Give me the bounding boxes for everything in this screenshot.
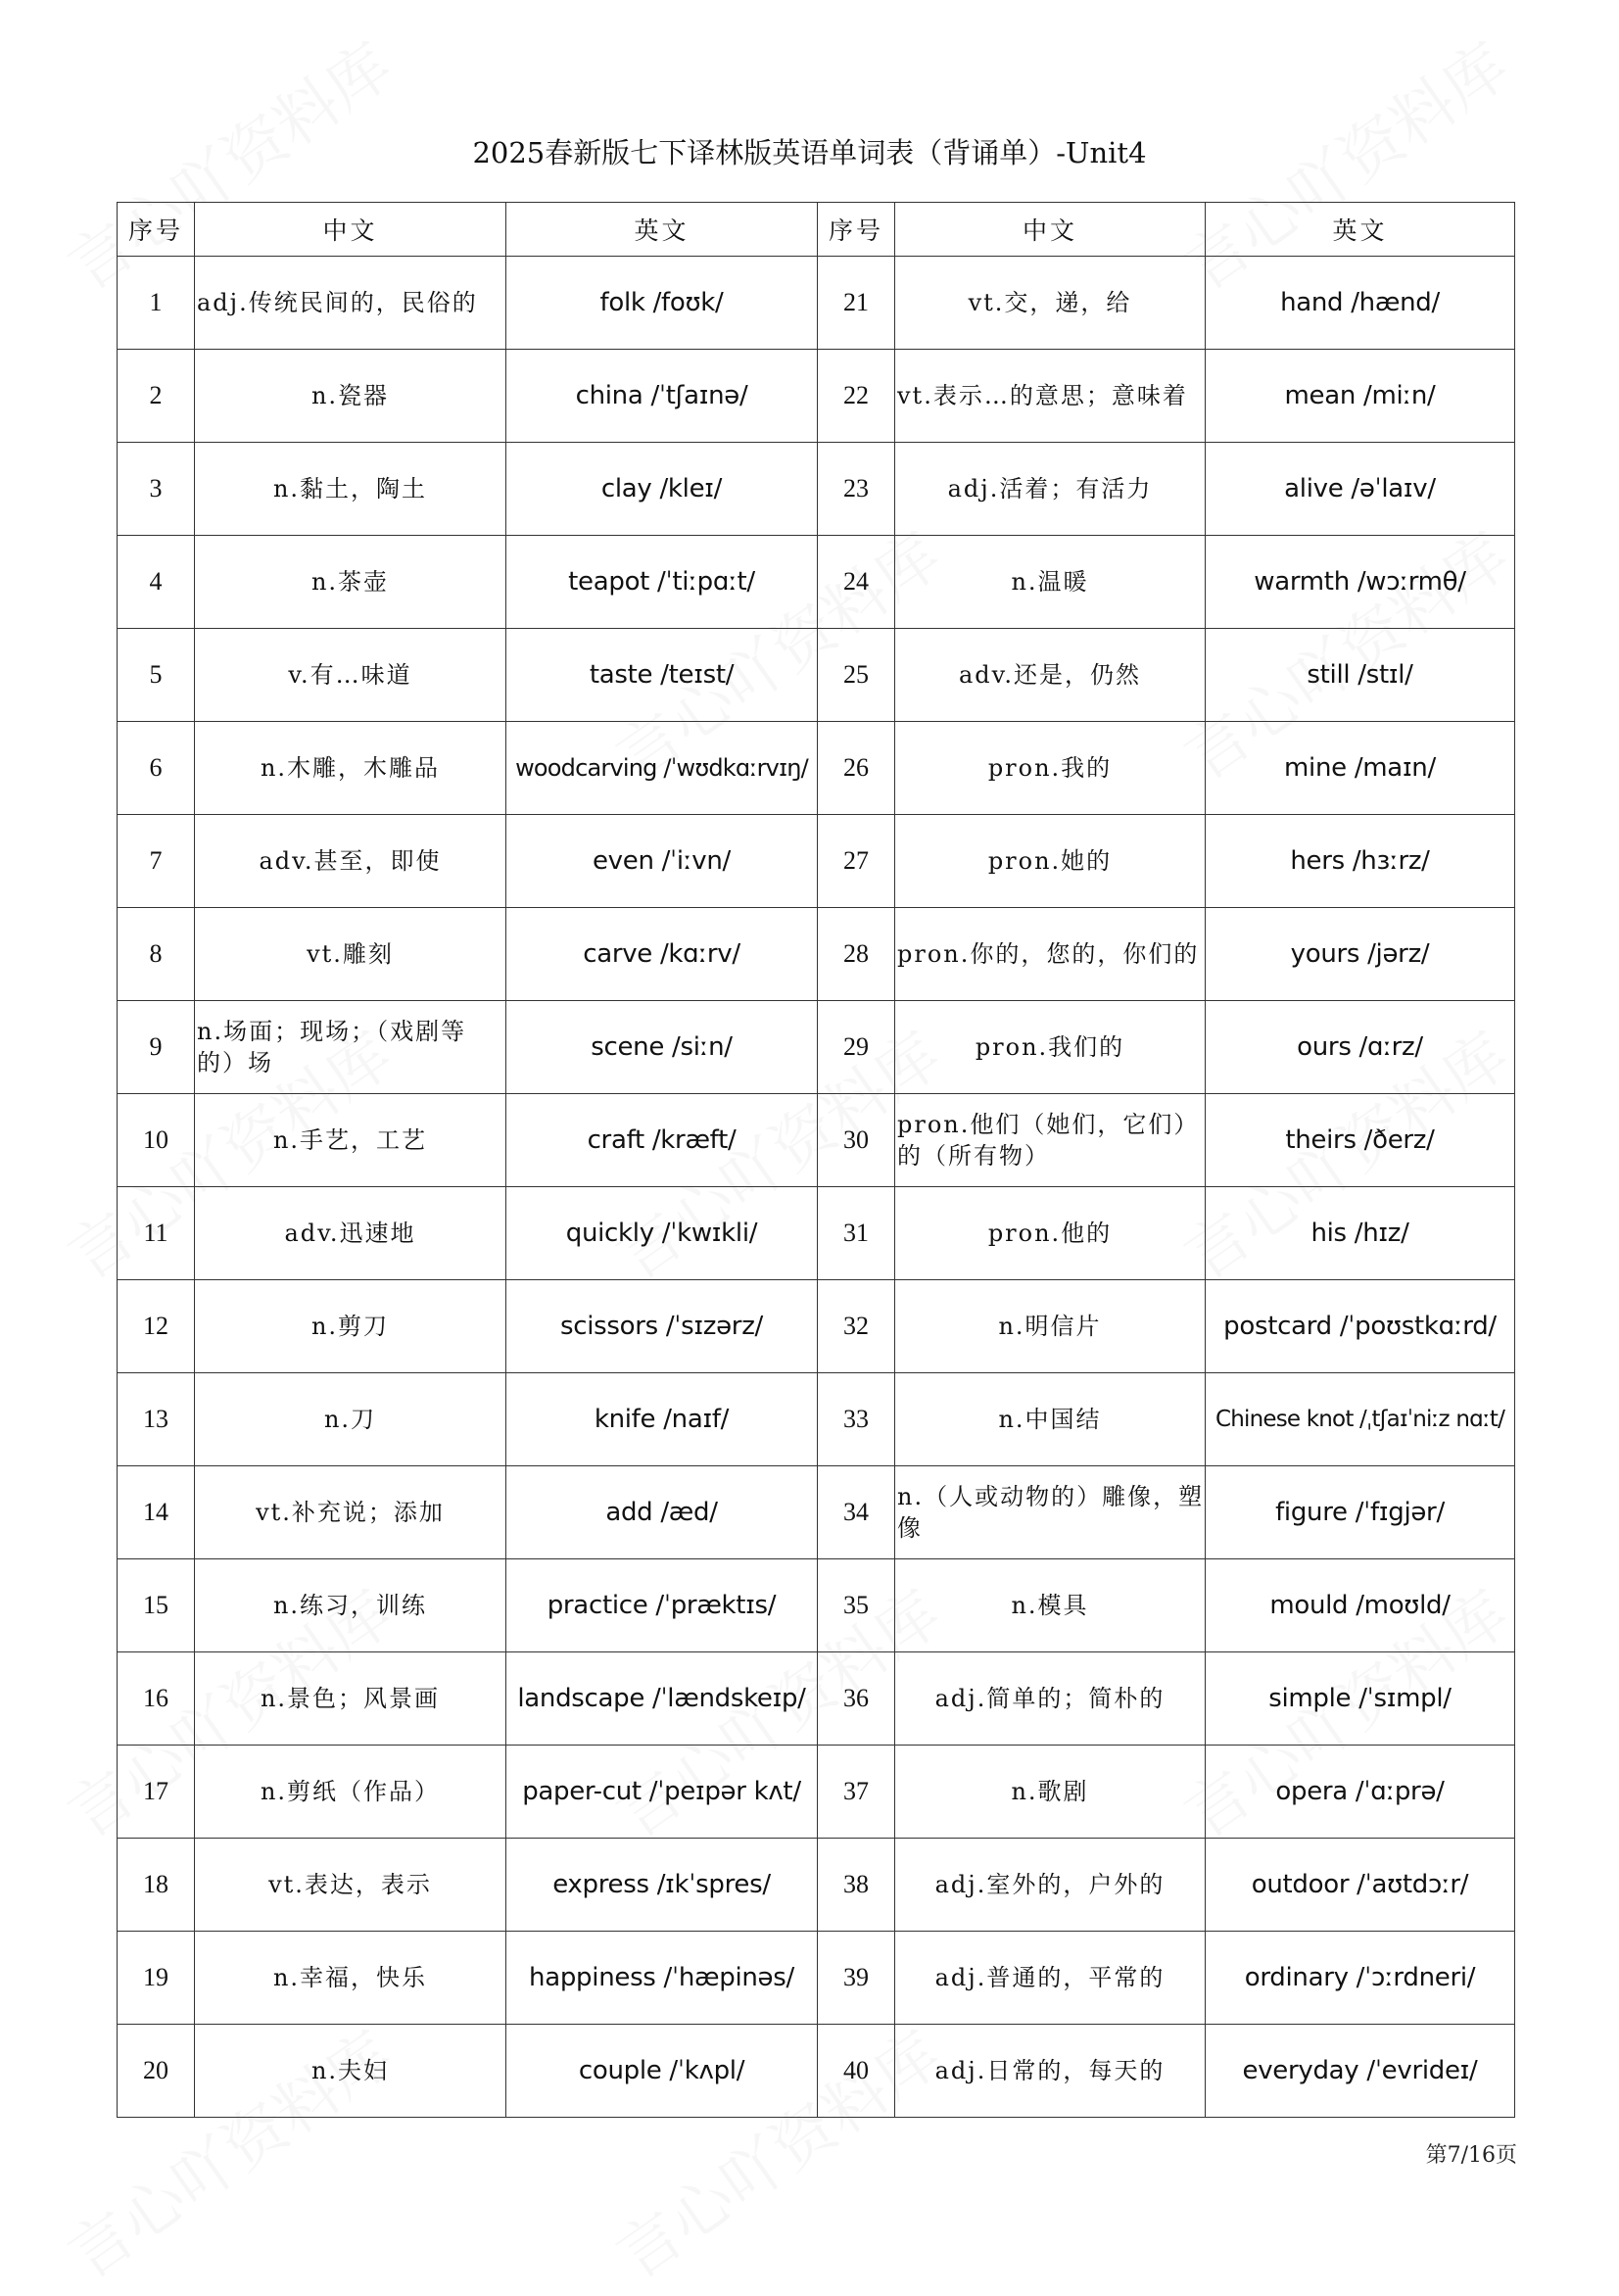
table-row (118, 2025, 1515, 2118)
word-number: 35 (818, 1559, 895, 1652)
word-number: 8 (118, 908, 195, 1001)
chinese-meaning: n.（人或动物的）雕像，塑像 (895, 1466, 1206, 1559)
chinese-meaning: adv.还是，仍然 (895, 629, 1206, 722)
english-word: happiness /ˈhæpinəs/ (506, 1932, 818, 2025)
english-word: theirs /ðerz/ (1206, 1094, 1515, 1187)
chinese-meaning: n.手艺，工艺 (195, 1094, 506, 1187)
word-number: 25 (818, 629, 895, 722)
chinese-meaning: n.模具 (895, 1559, 1206, 1652)
word-number: 17 (118, 1746, 195, 1839)
english-word: everyday /ˈevrideɪ/ (1206, 2025, 1515, 2118)
english-word: even /ˈiːvn/ (506, 815, 818, 908)
word-number: 13 (118, 1373, 195, 1466)
table-row (118, 1094, 1515, 1187)
table-row (118, 815, 1515, 908)
english-word: postcard /ˈpoʊstkɑːrd/ (1206, 1280, 1515, 1373)
word-number: 36 (818, 1652, 895, 1746)
chinese-meaning: adj.传统民间的，民俗的 (195, 257, 506, 350)
word-number: 38 (818, 1839, 895, 1932)
table-row (118, 1373, 1515, 1466)
english-word: craft /kræft/ (506, 1094, 818, 1187)
english-word: hers /hɜːrz/ (1206, 815, 1515, 908)
word-number: 32 (818, 1280, 895, 1373)
english-word: simple /ˈsɪmpl/ (1206, 1652, 1515, 1746)
word-number: 9 (118, 1001, 195, 1094)
chinese-meaning: n.黏土，陶土 (195, 443, 506, 536)
chinese-meaning: n.中国结 (895, 1373, 1206, 1466)
word-number: 31 (818, 1187, 895, 1280)
english-word: teapot /ˈtiːpɑːt/ (506, 536, 818, 629)
word-number: 28 (818, 908, 895, 1001)
english-word: landscape /ˈlændskeɪp/ (506, 1652, 818, 1746)
word-number: 24 (818, 536, 895, 629)
english-word: express /ɪkˈspres/ (506, 1839, 818, 1932)
word-number: 5 (118, 629, 195, 722)
word-number: 34 (818, 1466, 895, 1559)
chinese-meaning: n.剪纸（作品） (195, 1746, 506, 1839)
header-chinese: 中文 (195, 203, 506, 257)
english-word: warmth /wɔːrmθ/ (1206, 536, 1515, 629)
english-word: add /æd/ (506, 1466, 818, 1559)
table-row (118, 908, 1515, 1001)
chinese-meaning: adj.活着；有活力 (895, 443, 1206, 536)
table-row (118, 1932, 1515, 2025)
chinese-meaning: n.刀 (195, 1373, 506, 1466)
english-word: quickly /ˈkwɪkli/ (506, 1187, 818, 1280)
english-word: mine /maɪn/ (1206, 722, 1515, 815)
english-word: scene /siːn/ (506, 1001, 818, 1094)
chinese-meaning: n.明信片 (895, 1280, 1206, 1373)
table-row (118, 536, 1515, 629)
table-row (118, 629, 1515, 722)
word-number: 10 (118, 1094, 195, 1187)
word-number: 37 (818, 1746, 895, 1839)
word-number: 6 (118, 722, 195, 815)
english-word: practice /ˈpræktɪs/ (506, 1559, 818, 1652)
chinese-meaning: v.有…味道 (195, 629, 506, 722)
word-number: 21 (818, 257, 895, 350)
english-word: mean /miːn/ (1206, 350, 1515, 443)
english-word: opera /ˈɑːprə/ (1206, 1746, 1515, 1839)
word-number: 26 (818, 722, 895, 815)
table-row (118, 1559, 1515, 1652)
word-number: 1 (118, 257, 195, 350)
chinese-meaning: vt.补充说；添加 (195, 1466, 506, 1559)
word-number: 23 (818, 443, 895, 536)
word-number: 30 (818, 1094, 895, 1187)
chinese-meaning: n.练习，训练 (195, 1559, 506, 1652)
chinese-meaning: adj.日常的，每天的 (895, 2025, 1206, 2118)
english-word: china /ˈtʃaɪnə/ (506, 350, 818, 443)
vocabulary-table (117, 202, 1515, 2118)
word-number: 29 (818, 1001, 895, 1094)
english-word: knife /naɪf/ (506, 1373, 818, 1466)
english-word: carve /kɑːrv/ (506, 908, 818, 1001)
word-number: 20 (118, 2025, 195, 2118)
chinese-meaning: vt.交，递，给 (895, 257, 1206, 350)
word-number: 7 (118, 815, 195, 908)
chinese-meaning: pron.他的 (895, 1187, 1206, 1280)
english-word: couple /ˈkʌpl/ (506, 2025, 818, 2118)
page-title: 2025春新版七下译林版英语单词表（背诵单）-Unit4 (472, 136, 1147, 169)
english-word: his /hɪz/ (1206, 1187, 1515, 1280)
chinese-meaning: adj.普通的，平常的 (895, 1932, 1206, 2025)
chinese-meaning: pron.我们的 (895, 1001, 1206, 1094)
header-english: 英文 (506, 203, 818, 257)
word-number: 19 (118, 1932, 195, 2025)
page-number: 第7/16页 (1425, 2143, 1517, 2168)
english-word: outdoor /ˈaʊtdɔːr/ (1206, 1839, 1515, 1932)
word-number: 11 (118, 1187, 195, 1280)
chinese-meaning: n.瓷器 (195, 350, 506, 443)
table-row (118, 722, 1515, 815)
english-word: scissors /ˈsɪzərz/ (506, 1280, 818, 1373)
table-row (118, 1280, 1515, 1373)
english-word: Chinese knot /ˌtʃaɪˈniːz nɑːt/ (1206, 1373, 1515, 1466)
english-word: hand /hænd/ (1206, 257, 1515, 350)
english-word: ordinary /ˈɔːrdneri/ (1206, 1932, 1515, 2025)
word-number: 4 (118, 536, 195, 629)
header-english: 英文 (1206, 203, 1515, 257)
chinese-meaning: n.景色；风景画 (195, 1652, 506, 1746)
chinese-meaning: adj.室外的，户外的 (895, 1839, 1206, 1932)
chinese-meaning: pron.他们（她们，它们）的（所有物） (895, 1094, 1206, 1187)
chinese-meaning: adv.迅速地 (195, 1187, 506, 1280)
english-word: alive /əˈlaɪv/ (1206, 443, 1515, 536)
table-row (118, 1001, 1515, 1094)
header-chinese: 中文 (895, 203, 1206, 257)
english-word: paper-cut /ˈpeɪpər kʌt/ (506, 1746, 818, 1839)
english-word: taste /teɪst/ (506, 629, 818, 722)
chinese-meaning: pron.你的，您的，你们的 (895, 908, 1206, 1001)
word-number: 22 (818, 350, 895, 443)
english-word: figure /ˈfɪgjər/ (1206, 1466, 1515, 1559)
chinese-meaning: vt.表示…的意思；意味着 (895, 350, 1206, 443)
header-number: 序号 (118, 203, 195, 257)
table-row (118, 443, 1515, 536)
word-number: 12 (118, 1280, 195, 1373)
english-word: clay /kleɪ/ (506, 443, 818, 536)
chinese-meaning: n.木雕，木雕品 (195, 722, 506, 815)
table-row (118, 1746, 1515, 1839)
english-word: folk /foʊk/ (506, 257, 818, 350)
chinese-meaning: vt.雕刻 (195, 908, 506, 1001)
word-number: 14 (118, 1466, 195, 1559)
word-number: 15 (118, 1559, 195, 1652)
word-number: 33 (818, 1373, 895, 1466)
word-number: 2 (118, 350, 195, 443)
chinese-meaning: n.场面；现场；（戏剧等的）场 (195, 1001, 506, 1094)
chinese-meaning: vt.表达，表示 (195, 1839, 506, 1932)
table-row (118, 1466, 1515, 1559)
chinese-meaning: pron.她的 (895, 815, 1206, 908)
word-number: 27 (818, 815, 895, 908)
english-word: still /stɪl/ (1206, 629, 1515, 722)
table-header-row (118, 203, 1515, 257)
word-number: 40 (818, 2025, 895, 2118)
english-word: mould /moʊld/ (1206, 1559, 1515, 1652)
table-row (118, 257, 1515, 350)
chinese-meaning: n.歌剧 (895, 1746, 1206, 1839)
word-number: 16 (118, 1652, 195, 1746)
chinese-meaning: n.剪刀 (195, 1280, 506, 1373)
chinese-meaning: n.幸福，快乐 (195, 1932, 506, 2025)
table-row (118, 1839, 1515, 1932)
chinese-meaning: n.夫妇 (195, 2025, 506, 2118)
english-word: yours /jərz/ (1206, 908, 1515, 1001)
table-row (118, 350, 1515, 443)
table-row (118, 1652, 1515, 1746)
chinese-meaning: n.温暖 (895, 536, 1206, 629)
chinese-meaning: adj.简单的；简朴的 (895, 1652, 1206, 1746)
chinese-meaning: adv.甚至，即使 (195, 815, 506, 908)
chinese-meaning: pron.我的 (895, 722, 1206, 815)
word-number: 3 (118, 443, 195, 536)
english-word: ours /ɑːrz/ (1206, 1001, 1515, 1094)
chinese-meaning: n.茶壶 (195, 536, 506, 629)
header-number: 序号 (818, 203, 895, 257)
word-number: 39 (818, 1932, 895, 2025)
english-word: woodcarving /ˈwʊdkɑːrvɪŋ/ (506, 722, 818, 815)
word-number: 18 (118, 1839, 195, 1932)
table-row (118, 1187, 1515, 1280)
